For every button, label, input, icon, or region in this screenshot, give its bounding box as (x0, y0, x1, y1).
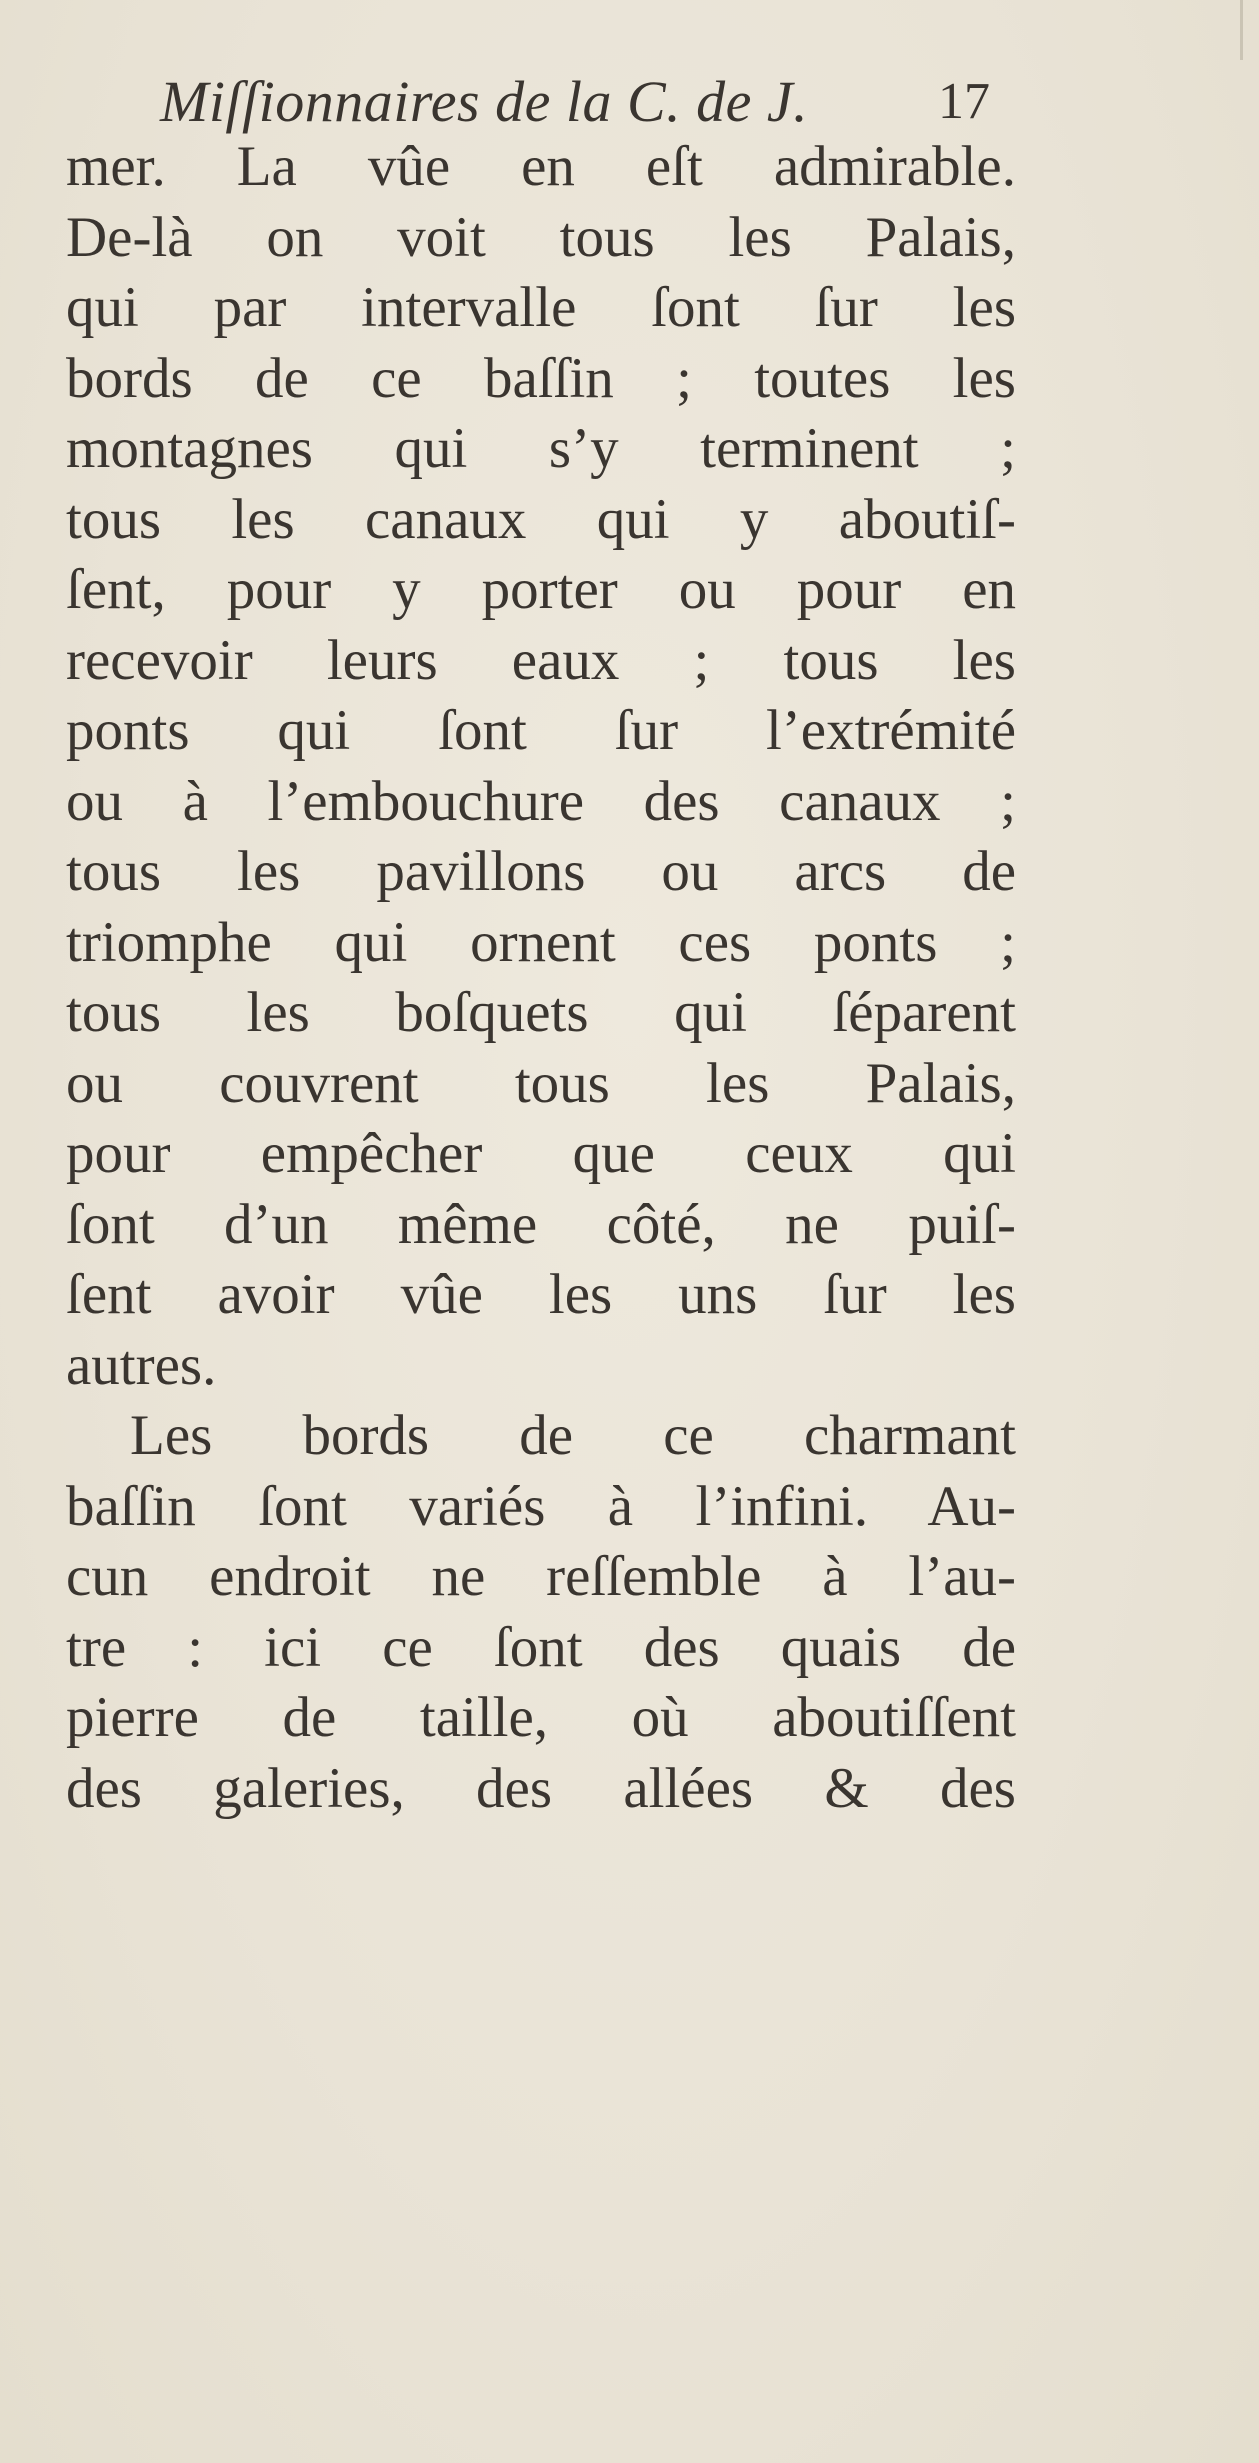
text-line: ſent, pour y porter ou pour en (66, 558, 1016, 621)
text-line: des galeries, des allées & des (66, 1756, 1016, 1820)
text-line: tous les boſquets qui ſéparent (66, 981, 1016, 1044)
text-line: qui par intervalle ſont ſur les (66, 276, 1016, 339)
text-line: pour empêcher que ceux qui (66, 1122, 1016, 1185)
page-number: 17 (938, 73, 990, 130)
text-line: ou à l’embouchure des canaux ; (66, 769, 1016, 833)
text-line: tous les canaux qui y aboutiſ- (66, 487, 1016, 551)
text-line: tous les pavillons ou arcs de (66, 840, 1016, 903)
body-text (66, 132, 1016, 1824)
text-line: ou couvrent tous les Palais, (66, 1051, 1016, 1115)
text-line: cun endroit ne reſſemble à l’au- (66, 1545, 1016, 1608)
text-line: De-là on voit tous les Palais, (66, 205, 1016, 269)
text-line: montagnes qui s’y terminent ; (66, 417, 1016, 480)
page-header (160, 62, 990, 142)
page-edge-mark (1240, 0, 1243, 60)
text-line: ſent avoir vûe les uns ſur les (66, 1263, 1016, 1326)
paragraph-start-line: Les bords de ce charmant (130, 1404, 1016, 1467)
text-line: bords de ce baſſin ; toutes les (66, 346, 1016, 410)
text-line: ſont d’un même côté, ne puiſ- (66, 1192, 1016, 1256)
text-line: triomphe qui ornent ces ponts ; (66, 910, 1016, 974)
text-line: mer. La vûe en eſt admirable. (66, 135, 1016, 198)
running-head: Miſſionnaires de la C. de J. (160, 69, 809, 134)
paragraph-end-line: autres. (66, 1333, 217, 1397)
text-line: baſſin ſont variés à l’infini. Au- (66, 1474, 1016, 1538)
text-line: recevoir leurs eaux ; tous les (66, 628, 1016, 692)
text-line: pierre de taille, où aboutiſſent (66, 1686, 1016, 1749)
text-line: tre : ici ce ſont des quais de (66, 1615, 1016, 1679)
text-line: ponts qui ſont ſur l’extrémité (66, 699, 1016, 762)
